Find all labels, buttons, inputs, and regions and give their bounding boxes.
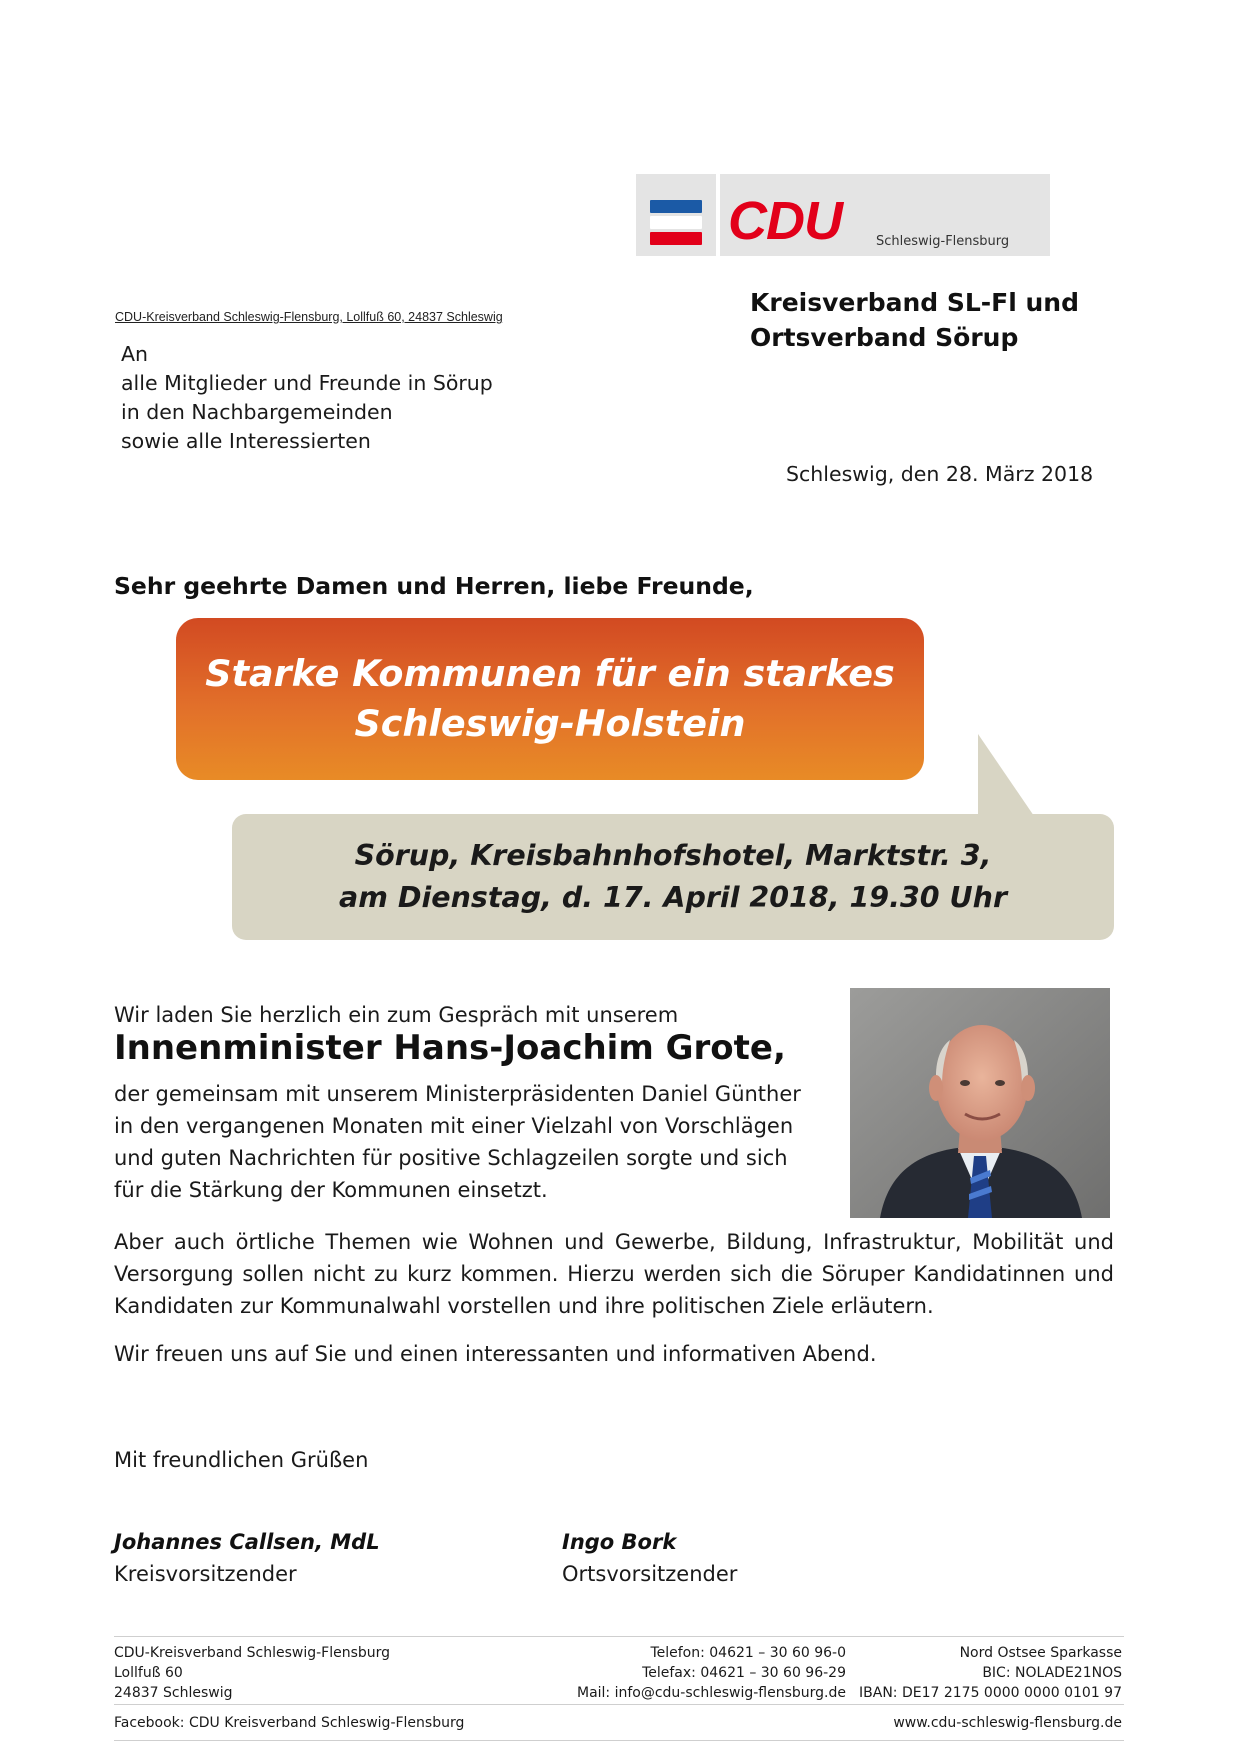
footer-facebook: Facebook: CDU Kreisverband Schleswig-Flensburg [114,1715,465,1731]
letter-date: Schleswig, den 28. März 2018 [786,462,1094,486]
cdu-logo: CDU [728,191,842,251]
footer-contact: Telefon: 04621 – 30 60 96-0 Telefax: 04621 – 30 60 96-29 Mail: info@cdu-schleswig-flensburg.de [576,1645,846,1701]
footer-divider [114,1636,1124,1637]
headline-line: Schleswig-Holstein [354,702,746,745]
speech-bubble-tail [978,734,1034,816]
paragraph-local-topics: Aber auch örtliche Themen wie Wohnen und Gewerbe, Bildung, Infrastruktur, Mobilität und Versorgung sollen nicht zu kurz kommen. Hierzu werden sich die Söruper Kandidatinnen und Kandidaten zur Kommunalwahl vorstellen und ihre politischen Ziele erläutern. [114,1230,1114,1318]
organization-name: Kreisverband SL-Fl und Ortsverband Sörup [750,288,1080,352]
closing-greeting: Mit freundlichen Grüßen [114,1448,369,1472]
event-datetime: am Dienstag, d. 17. April 2018, 19.30 Uhr [338,881,1008,914]
recipient-line: sowie alle Interessierten [121,429,371,453]
signature-block [114,1526,380,1590]
recipient-block [121,340,493,456]
footer-divider [114,1740,1124,1741]
signatory-role: Kreisvorsitzender [114,1562,297,1586]
footer-bank: Nord Ostsee Sparkasse BIC: NOLADE21NOS IBAN: DE17 2175 0000 0000 0101 97 [859,1645,1122,1701]
salutation: Sehr geehrte Damen und Herren, liebe Freunde, [114,572,754,600]
intro-text: Wir laden Sie herzlich ein zum Gespräch mit unserem [114,1003,679,1027]
headline-banner [176,618,924,780]
logo-region: Schleswig-Flensburg [876,234,1010,249]
signatory-name: Ingo Bork [562,1530,677,1554]
guest-speaker: Innenminister Hans-Joachim Grote, [114,1028,786,1068]
signatory-name: Johannes Callsen, MdL [114,1530,380,1554]
signatory-role: Ortsvorsitzender [562,1562,738,1586]
schleswig-holstein-flag-icon [650,200,702,248]
recipient-line: alle Mitglieder und Freunde in Sörup [121,371,493,395]
event-location: Sörup, Kreisbahnhofshotel, Marktstr. 3, [354,839,992,872]
footer-address: CDU-Kreisverband Schleswig-Flensburg Lollfuß 60 24837 Schleswig [114,1645,391,1701]
footer-divider [114,1704,1124,1705]
paragraph-speaker: der gemeinsam mit unserem Ministerpräsidenten Daniel Günther in den vergangenen Monaten mit einer Vielzahl von Vorschlägen und guten Nachrichten für positive Schlagzeilen sorgte und sich für die Stärkung der Kommunen einsetzt. [114,1082,801,1202]
paragraph-invitation: Wir freuen uns auf Sie und einen interessanten und informativen Abend. [114,1342,877,1366]
recipient-line: in den Nachbargemeinden [121,400,393,424]
sender-address-line: CDU-Kreisverband Schleswig-Flensburg, Lollfuß 60, 24837 Schleswig [115,310,503,324]
headline-line: Starke Kommunen für ein starkes [205,652,895,695]
event-details-bubble [232,814,1114,940]
recipient-line: An [121,342,149,366]
footer-website: www.cdu-schleswig-flensburg.de [893,1715,1122,1731]
speaker-portrait-photo [850,988,1110,1218]
signature-block [562,1526,737,1590]
